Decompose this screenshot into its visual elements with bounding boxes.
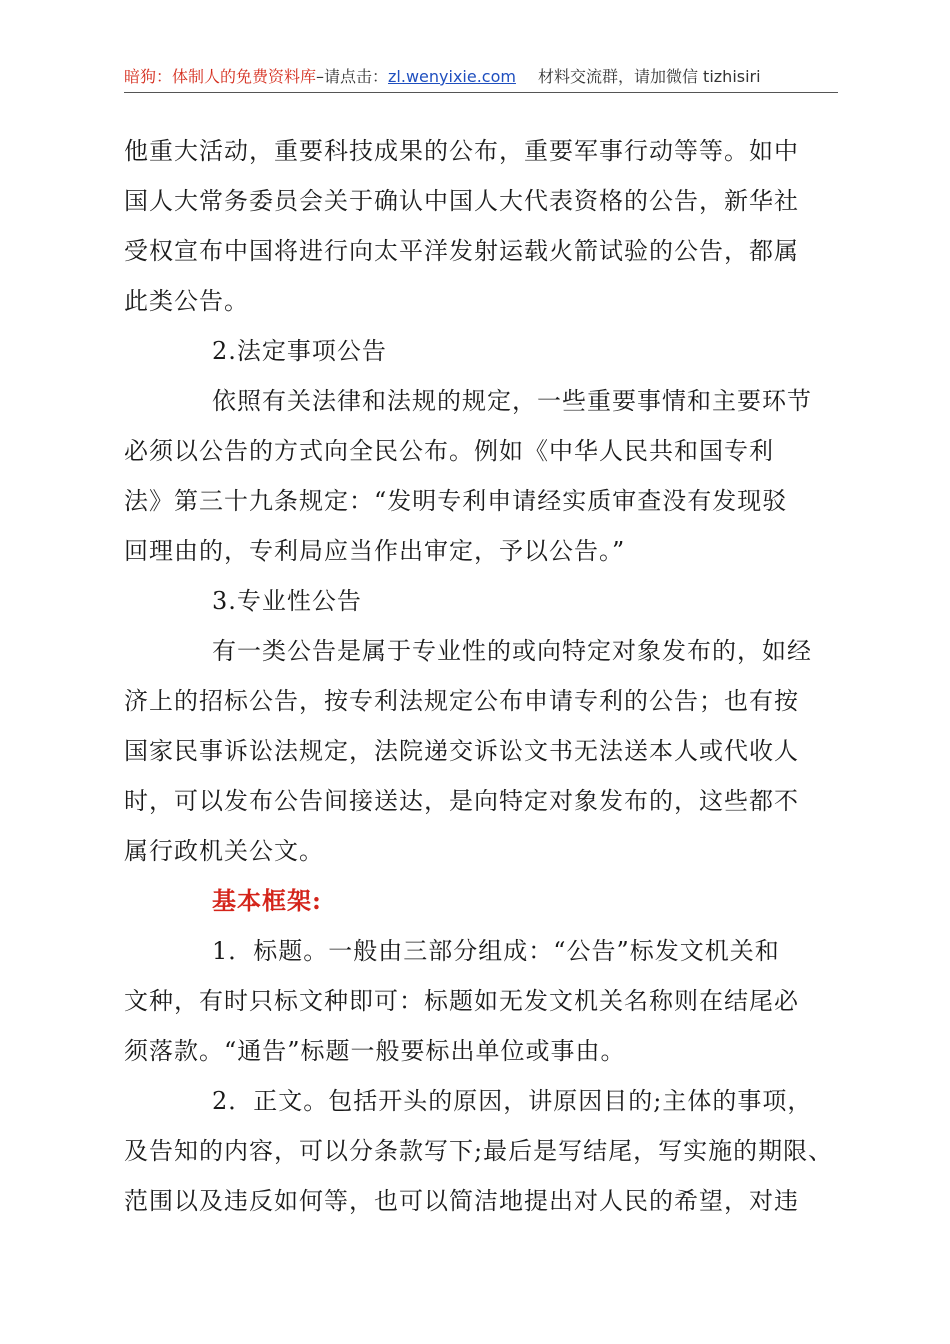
- framework-heading: 基本框架:: [212, 886, 322, 915]
- body-line: 依照有关法律和法规的规定，一些重要事情和主要环节: [212, 387, 812, 415]
- body-line: 国家民事诉讼法规定，法院递交诉讼文书无法送本人或代收人: [124, 737, 799, 765]
- header-click-prompt: –请点击：: [316, 67, 389, 86]
- body-line: 1．标题。一般由三部分组成：“公告”标发文机关和: [212, 937, 780, 965]
- body-line: 必须以公告的方式向全民公布。例如《中华人民共和国专利: [124, 437, 774, 465]
- body-line: 属行政机关公文。: [124, 837, 324, 865]
- body-line: 文种，有时只标文种即可：标题如无发文机关名称则在结尾必: [124, 987, 799, 1015]
- header-url-link[interactable]: zl.wenyixie.com: [388, 67, 516, 86]
- body-line: 他重大活动，重要科技成果的公布，重要军事行动等等。如中: [124, 137, 799, 165]
- page-header: [124, 64, 836, 94]
- body-line: 国人大常务委员会关于确认中国人大代表资格的公告，新华社: [124, 187, 799, 215]
- section-heading: 3.专业性公告: [212, 587, 362, 615]
- body-line: 及告知的内容，可以分条款写下;最后是写结尾，写实施的期限、: [124, 1137, 834, 1165]
- body-line: 2．正文。包括开头的原因，讲原因目的;主体的事项，: [212, 1087, 813, 1115]
- body-line: 有一类公告是属于专业性的或向特定对象发布的，如经: [212, 637, 812, 665]
- body-line: 时，可以发布公告间接送达，是向特定对象发布的，这些都不: [124, 787, 799, 815]
- body-line: 受权宣布中国将进行向太平洋发射运载火箭试验的公告，都属: [124, 237, 799, 265]
- body-line: 法》第三十九条规定：“发明专利申请经实质审查没有发现驳: [124, 487, 788, 515]
- body-line: 须落款。“通告”标题一般要标出单位或事由。: [124, 1037, 626, 1065]
- header-group-note: 材料交流群，请加微信 tizhisiri: [537, 67, 761, 86]
- section-heading: 2.法定事项公告: [212, 337, 387, 365]
- body-line: 范围以及违反如何等，也可以简洁地提出对人民的希望，对违: [124, 1187, 799, 1215]
- body-line: 回理由的，专利局应当作出审定，予以公告。”: [124, 537, 626, 565]
- body-line: 此类公告。: [124, 287, 249, 315]
- body-line: 济上的招标公告，按专利法规定公布申请专利的公告；也有按: [124, 687, 799, 715]
- header-divider: [124, 92, 838, 93]
- header-site-name: 暗狗：体制人的免费资料库: [124, 67, 317, 86]
